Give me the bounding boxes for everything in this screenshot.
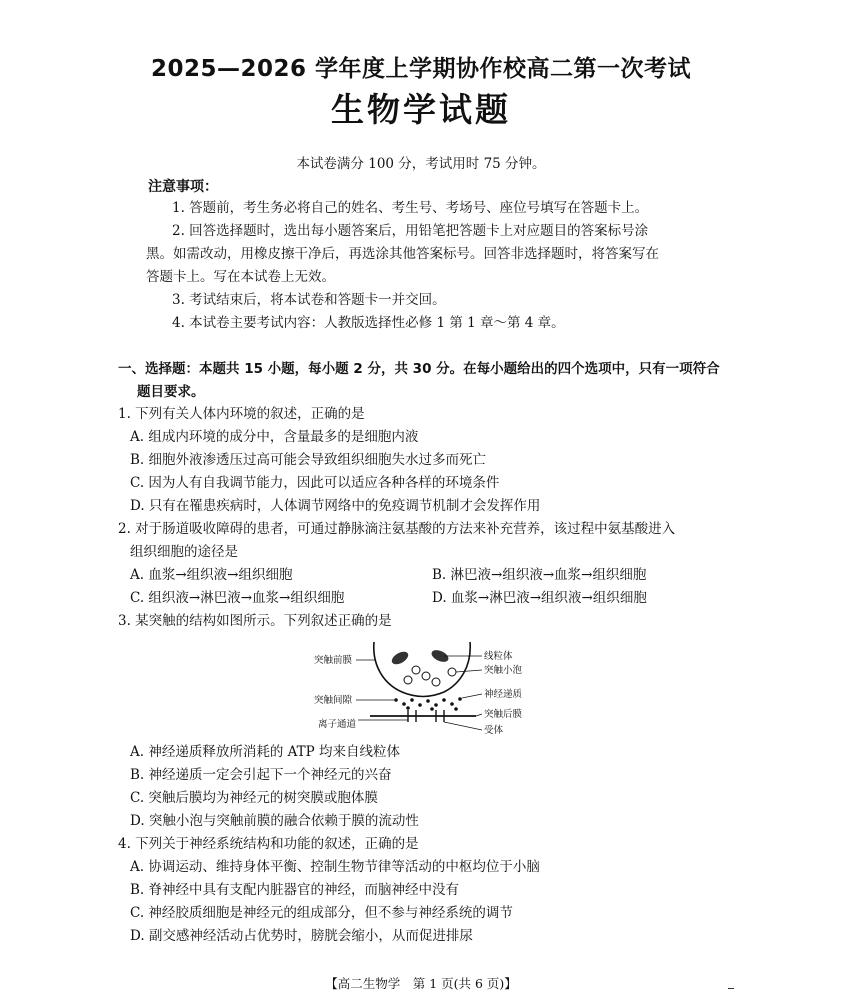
vesicle-shape <box>404 676 412 684</box>
mitochondrion-shape <box>390 649 411 667</box>
question-2-option-a: A. 血浆→组织液→组织细胞 <box>130 567 293 583</box>
question-3-option-c: C. 突触后膜均为神经元的树突膜或胞体膜 <box>130 790 378 806</box>
question-2-stem-cont: 组织细胞的途径是 <box>130 544 238 560</box>
question-4-option-b: B. 脊神经中具有支配内脏器官的神经，而脑神经中没有 <box>130 882 460 898</box>
corner-mark <box>728 988 734 989</box>
exam-info: 本试卷满分 100 分，考试用时 75 分钟。 <box>296 156 546 172</box>
vesicle-shape <box>448 668 456 676</box>
section-heading-cont: 题目要求。 <box>137 384 205 400</box>
question-4-stem: 4. 下列关于神经系统结构和功能的叙述，正确的是 <box>118 836 419 852</box>
notice-line: 黑。如需改动，用橡皮擦干净后，再选涂其他答案标号。回答非选择题时，将答案写在 <box>146 246 659 262</box>
question-3-option-a: A. 神经递质释放所消耗的 ATP 均来自线粒体 <box>130 744 401 760</box>
label-vesicle: 突触小泡 <box>484 665 523 676</box>
question-4-option-c: C. 神经胶质细胞是神经元的组成部分，但不参与神经系统的调节 <box>130 905 513 921</box>
label-receptor: 受体 <box>484 725 504 736</box>
question-1-option-c: C. 因为人有自我调节能力，因此可以适应各种各样的环境条件 <box>130 475 500 491</box>
notice-line: 2. 回答选择题时，选出每小题答案后，用铅笔把答题卡上对应题目的答案标号涂 <box>172 223 649 239</box>
page-footer: 【高二生物学 第 1 页(共 6 页)】 <box>325 976 517 991</box>
question-4-option-d: D. 副交感神经活动占优势时，膀胱会缩小，从而促进排尿 <box>130 928 473 944</box>
vesicle-shape <box>422 672 430 680</box>
label-channel: 离子通道 <box>318 719 357 730</box>
vesicle-shape <box>432 678 440 686</box>
question-2-option-b: B. 淋巴液→组织液→血浆→组织细胞 <box>432 567 647 583</box>
question-3-option-d: D. 突触小泡与突触前膜的融合依赖于膜的流动性 <box>130 813 419 829</box>
notice-line: 答题卡上。写在本试卷上无效。 <box>146 269 335 285</box>
notice-line: 4. 本试卷主要考试内容：人教版选择性必修 1 第 1 章～第 4 章。 <box>172 315 565 331</box>
notice-line: 3. 考试结束后，将本试卷和答题卡一并交回。 <box>172 292 446 308</box>
question-1-option-d: D. 只有在罹患疾病时，人体调节网络中的免疫调节机制才会发挥作用 <box>130 498 541 514</box>
subject-title: 生物学试题 <box>331 90 511 129</box>
exam-title: 2025—2026 学年度上学期协作校高二第一次考试 <box>150 56 692 82</box>
question-2-option-d: D. 血浆→淋巴液→组织液→组织细胞 <box>432 590 647 606</box>
question-4-option-a: A. 协调运动、维持身体平衡、控制生物节律等活动的中枢均位于小脑 <box>130 859 540 875</box>
question-2-option-c: C. 组织液→淋巴液→血浆→组织细胞 <box>130 590 345 606</box>
neurotransmitter-dots <box>394 697 462 711</box>
label-cleft: 突触间隙 <box>314 695 353 706</box>
synapse-diagram <box>312 636 542 736</box>
vesicle-shape <box>412 666 420 674</box>
question-2-stem: 2. 对于肠道吸收障碍的患者，可通过静脉滴注氨基酸的方法来补充营养，该过程中氨基酸进入 <box>118 521 676 537</box>
label-presynaptic: 突触前膜 <box>314 655 353 666</box>
section-heading: 一、选择题：本题共 15 小题，每小题 2 分，共 30 分。在每小题给出的四个选项中，只有一项符合 <box>118 361 720 377</box>
question-1-stem: 1. 下列有关人体内环境的叙述，正确的是 <box>118 406 365 422</box>
notice-heading: 注意事项： <box>148 179 218 195</box>
question-3-option-b: B. 神经递质一定会引起下一个神经元的兴奋 <box>130 767 392 783</box>
label-neurotransmitter: 神经递质 <box>484 689 523 700</box>
presynaptic-membrane-shape <box>374 642 470 697</box>
question-1-option-b: B. 细胞外液渗透压过高可能会导致组织细胞失水过多而死亡 <box>130 452 487 468</box>
notice-line: 1. 答题前，考生务必将自己的姓名、考生号、考场号、座位号填写在答题卡上。 <box>172 200 649 216</box>
question-1-option-a: A. 组成内环境的成分中，含量最多的是细胞内液 <box>130 429 419 445</box>
question-3-stem: 3. 某突触的结构如图所示。下列叙述正确的是 <box>118 613 392 629</box>
label-mitochondria: 线粒体 <box>484 651 513 662</box>
label-postsynaptic: 突触后膜 <box>484 709 523 720</box>
